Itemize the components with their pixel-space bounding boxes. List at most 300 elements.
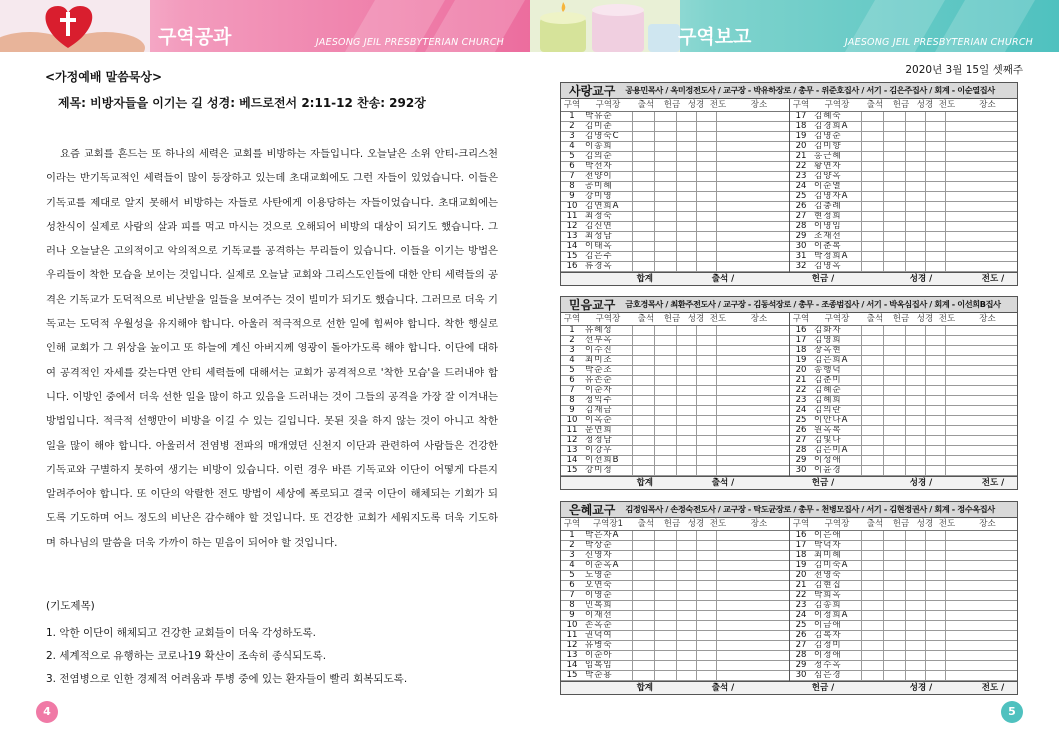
report-cell[interactable] bbox=[906, 162, 926, 171]
report-cell[interactable] bbox=[677, 242, 697, 251]
report-cell[interactable] bbox=[677, 336, 697, 345]
report-cell[interactable] bbox=[655, 346, 677, 355]
report-cell[interactable] bbox=[677, 426, 697, 435]
report-cell[interactable] bbox=[677, 436, 697, 445]
report-cell[interactable] bbox=[884, 446, 906, 455]
report-cell[interactable] bbox=[926, 631, 946, 640]
report-cell[interactable] bbox=[946, 446, 1017, 455]
report-cell[interactable] bbox=[697, 551, 717, 560]
report-cell[interactable] bbox=[697, 356, 717, 365]
report-cell[interactable] bbox=[697, 641, 717, 650]
report-cell[interactable] bbox=[655, 112, 677, 121]
report-cell[interactable] bbox=[633, 581, 655, 590]
report-cell[interactable] bbox=[655, 326, 677, 335]
report-cell[interactable] bbox=[717, 386, 789, 395]
report-cell[interactable] bbox=[717, 346, 789, 355]
report-cell[interactable] bbox=[884, 132, 906, 141]
report-cell[interactable] bbox=[717, 416, 789, 425]
report-cell[interactable] bbox=[717, 456, 789, 465]
report-cell[interactable] bbox=[633, 242, 655, 251]
report-cell[interactable] bbox=[697, 671, 717, 680]
report-cell[interactable] bbox=[697, 561, 717, 570]
report-cell[interactable] bbox=[946, 601, 1017, 610]
report-cell[interactable] bbox=[677, 202, 697, 211]
report-cell[interactable] bbox=[946, 621, 1017, 630]
report-cell[interactable] bbox=[717, 406, 789, 415]
report-cell[interactable] bbox=[633, 262, 655, 271]
report-cell[interactable] bbox=[633, 162, 655, 171]
report-cell[interactable] bbox=[655, 466, 677, 475]
report-cell[interactable] bbox=[717, 396, 789, 405]
report-cell[interactable] bbox=[677, 112, 697, 121]
report-cell[interactable] bbox=[946, 611, 1017, 620]
report-cell[interactable] bbox=[862, 551, 884, 560]
report-cell[interactable] bbox=[906, 416, 926, 425]
report-cell[interactable] bbox=[862, 326, 884, 335]
report-cell[interactable] bbox=[697, 212, 717, 221]
report-cell[interactable] bbox=[655, 641, 677, 650]
report-cell[interactable] bbox=[677, 671, 697, 680]
report-cell[interactable] bbox=[884, 212, 906, 221]
report-cell[interactable] bbox=[717, 366, 789, 375]
report-cell[interactable] bbox=[906, 326, 926, 335]
report-cell[interactable] bbox=[655, 192, 677, 201]
report-cell[interactable] bbox=[946, 242, 1017, 251]
report-cell[interactable] bbox=[717, 152, 789, 161]
report-cell[interactable] bbox=[717, 192, 789, 201]
report-cell[interactable] bbox=[633, 396, 655, 405]
report-cell[interactable] bbox=[697, 346, 717, 355]
report-cell[interactable] bbox=[862, 346, 884, 355]
report-cell[interactable] bbox=[926, 416, 946, 425]
report-cell[interactable] bbox=[633, 651, 655, 660]
report-cell[interactable] bbox=[633, 631, 655, 640]
report-cell[interactable] bbox=[862, 192, 884, 201]
report-cell[interactable] bbox=[697, 222, 717, 231]
report-cell[interactable] bbox=[697, 591, 717, 600]
report-cell[interactable] bbox=[862, 262, 884, 271]
report-cell[interactable] bbox=[633, 661, 655, 670]
report-cell[interactable] bbox=[906, 262, 926, 271]
report-cell[interactable] bbox=[906, 551, 926, 560]
report-cell[interactable] bbox=[633, 561, 655, 570]
report-cell[interactable] bbox=[926, 611, 946, 620]
report-cell[interactable] bbox=[633, 426, 655, 435]
report-cell[interactable] bbox=[717, 202, 789, 211]
report-cell[interactable] bbox=[677, 456, 697, 465]
report-cell[interactable] bbox=[946, 531, 1017, 540]
report-cell[interactable] bbox=[884, 426, 906, 435]
report-cell[interactable] bbox=[717, 601, 789, 610]
report-cell[interactable] bbox=[717, 436, 789, 445]
report-cell[interactable] bbox=[677, 611, 697, 620]
report-cell[interactable] bbox=[697, 531, 717, 540]
report-cell[interactable] bbox=[906, 396, 926, 405]
report-cell[interactable] bbox=[655, 376, 677, 385]
report-cell[interactable] bbox=[926, 222, 946, 231]
report-cell[interactable] bbox=[677, 581, 697, 590]
report-cell[interactable] bbox=[677, 346, 697, 355]
report-cell[interactable] bbox=[655, 366, 677, 375]
report-cell[interactable] bbox=[633, 192, 655, 201]
report-cell[interactable] bbox=[677, 376, 697, 385]
report-cell[interactable] bbox=[946, 386, 1017, 395]
report-cell[interactable] bbox=[697, 541, 717, 550]
report-cell[interactable] bbox=[946, 581, 1017, 590]
report-cell[interactable] bbox=[633, 436, 655, 445]
report-cell[interactable] bbox=[884, 112, 906, 121]
report-cell[interactable] bbox=[717, 326, 789, 335]
report-cell[interactable] bbox=[946, 671, 1017, 680]
report-cell[interactable] bbox=[884, 661, 906, 670]
report-cell[interactable] bbox=[926, 551, 946, 560]
report-cell[interactable] bbox=[655, 132, 677, 141]
report-cell[interactable] bbox=[633, 112, 655, 121]
report-cell[interactable] bbox=[906, 661, 926, 670]
report-cell[interactable] bbox=[906, 631, 926, 640]
report-cell[interactable] bbox=[862, 182, 884, 191]
report-cell[interactable] bbox=[946, 172, 1017, 181]
report-cell[interactable] bbox=[884, 366, 906, 375]
report-cell[interactable] bbox=[862, 386, 884, 395]
report-cell[interactable] bbox=[906, 242, 926, 251]
report-cell[interactable] bbox=[677, 591, 697, 600]
report-cell[interactable] bbox=[926, 581, 946, 590]
report-cell[interactable] bbox=[946, 152, 1017, 161]
report-cell[interactable] bbox=[677, 641, 697, 650]
report-cell[interactable] bbox=[677, 561, 697, 570]
report-cell[interactable] bbox=[906, 366, 926, 375]
report-cell[interactable] bbox=[862, 396, 884, 405]
report-cell[interactable] bbox=[926, 346, 946, 355]
report-cell[interactable] bbox=[862, 222, 884, 231]
report-cell[interactable] bbox=[697, 366, 717, 375]
report-cell[interactable] bbox=[677, 162, 697, 171]
report-cell[interactable] bbox=[717, 561, 789, 570]
report-cell[interactable] bbox=[926, 406, 946, 415]
report-cell[interactable] bbox=[717, 541, 789, 550]
report-cell[interactable] bbox=[884, 581, 906, 590]
report-cell[interactable] bbox=[862, 541, 884, 550]
report-cell[interactable] bbox=[884, 182, 906, 191]
report-cell[interactable] bbox=[884, 641, 906, 650]
report-cell[interactable] bbox=[906, 406, 926, 415]
report-cell[interactable] bbox=[633, 202, 655, 211]
report-cell[interactable] bbox=[926, 601, 946, 610]
report-cell[interactable] bbox=[697, 571, 717, 580]
report-cell[interactable] bbox=[884, 356, 906, 365]
report-cell[interactable] bbox=[697, 326, 717, 335]
report-cell[interactable] bbox=[717, 242, 789, 251]
report-cell[interactable] bbox=[884, 561, 906, 570]
report-cell[interactable] bbox=[906, 152, 926, 161]
report-cell[interactable] bbox=[677, 531, 697, 540]
report-cell[interactable] bbox=[677, 601, 697, 610]
report-cell[interactable] bbox=[633, 366, 655, 375]
report-cell[interactable] bbox=[862, 436, 884, 445]
report-cell[interactable] bbox=[884, 531, 906, 540]
report-cell[interactable] bbox=[633, 122, 655, 131]
report-cell[interactable] bbox=[862, 202, 884, 211]
report-cell[interactable] bbox=[677, 326, 697, 335]
report-cell[interactable] bbox=[946, 406, 1017, 415]
report-cell[interactable] bbox=[697, 386, 717, 395]
report-cell[interactable] bbox=[926, 142, 946, 151]
report-cell[interactable] bbox=[697, 651, 717, 660]
report-cell[interactable] bbox=[655, 581, 677, 590]
report-cell[interactable] bbox=[655, 426, 677, 435]
report-cell[interactable] bbox=[884, 551, 906, 560]
report-cell[interactable] bbox=[906, 386, 926, 395]
report-cell[interactable] bbox=[717, 571, 789, 580]
report-cell[interactable] bbox=[884, 222, 906, 231]
report-cell[interactable] bbox=[717, 446, 789, 455]
report-cell[interactable] bbox=[862, 122, 884, 131]
report-cell[interactable] bbox=[884, 172, 906, 181]
report-cell[interactable] bbox=[633, 222, 655, 231]
report-cell[interactable] bbox=[926, 446, 946, 455]
report-cell[interactable] bbox=[906, 456, 926, 465]
report-cell[interactable] bbox=[655, 541, 677, 550]
report-cell[interactable] bbox=[717, 621, 789, 630]
report-cell[interactable] bbox=[655, 621, 677, 630]
report-cell[interactable] bbox=[655, 396, 677, 405]
report-cell[interactable] bbox=[884, 252, 906, 261]
report-cell[interactable] bbox=[655, 661, 677, 670]
report-cell[interactable] bbox=[677, 222, 697, 231]
report-cell[interactable] bbox=[862, 336, 884, 345]
report-cell[interactable] bbox=[655, 436, 677, 445]
report-cell[interactable] bbox=[697, 142, 717, 151]
report-cell[interactable] bbox=[946, 112, 1017, 121]
report-cell[interactable] bbox=[946, 202, 1017, 211]
report-cell[interactable] bbox=[655, 162, 677, 171]
report-cell[interactable] bbox=[906, 182, 926, 191]
report-cell[interactable] bbox=[717, 356, 789, 365]
report-cell[interactable] bbox=[655, 152, 677, 161]
report-cell[interactable] bbox=[906, 376, 926, 385]
report-cell[interactable] bbox=[906, 222, 926, 231]
report-cell[interactable] bbox=[946, 346, 1017, 355]
report-cell[interactable] bbox=[677, 386, 697, 395]
report-cell[interactable] bbox=[717, 591, 789, 600]
report-cell[interactable] bbox=[655, 551, 677, 560]
report-cell[interactable] bbox=[946, 132, 1017, 141]
report-cell[interactable] bbox=[655, 561, 677, 570]
report-cell[interactable] bbox=[633, 591, 655, 600]
report-cell[interactable] bbox=[946, 641, 1017, 650]
report-cell[interactable] bbox=[717, 212, 789, 221]
report-cell[interactable] bbox=[906, 132, 926, 141]
report-cell[interactable] bbox=[862, 456, 884, 465]
report-cell[interactable] bbox=[862, 252, 884, 261]
report-cell[interactable] bbox=[677, 172, 697, 181]
report-cell[interactable] bbox=[946, 336, 1017, 345]
report-cell[interactable] bbox=[862, 571, 884, 580]
report-cell[interactable] bbox=[906, 641, 926, 650]
report-cell[interactable] bbox=[655, 242, 677, 251]
report-cell[interactable] bbox=[655, 631, 677, 640]
report-cell[interactable] bbox=[633, 386, 655, 395]
report-cell[interactable] bbox=[884, 631, 906, 640]
report-cell[interactable] bbox=[697, 406, 717, 415]
report-cell[interactable] bbox=[677, 212, 697, 221]
report-cell[interactable] bbox=[697, 611, 717, 620]
report-cell[interactable] bbox=[884, 202, 906, 211]
report-cell[interactable] bbox=[697, 376, 717, 385]
report-cell[interactable] bbox=[677, 651, 697, 660]
report-cell[interactable] bbox=[906, 541, 926, 550]
report-cell[interactable] bbox=[677, 132, 697, 141]
report-cell[interactable] bbox=[862, 142, 884, 151]
report-cell[interactable] bbox=[633, 172, 655, 181]
report-cell[interactable] bbox=[926, 262, 946, 271]
report-cell[interactable] bbox=[862, 356, 884, 365]
report-cell[interactable] bbox=[906, 446, 926, 455]
report-cell[interactable] bbox=[677, 262, 697, 271]
report-cell[interactable] bbox=[717, 661, 789, 670]
report-cell[interactable] bbox=[946, 122, 1017, 131]
report-cell[interactable] bbox=[717, 376, 789, 385]
report-cell[interactable] bbox=[884, 162, 906, 171]
report-cell[interactable] bbox=[906, 581, 926, 590]
report-cell[interactable] bbox=[926, 112, 946, 121]
report-cell[interactable] bbox=[862, 212, 884, 221]
report-cell[interactable] bbox=[926, 242, 946, 251]
report-cell[interactable] bbox=[717, 182, 789, 191]
report-cell[interactable] bbox=[946, 252, 1017, 261]
report-cell[interactable] bbox=[677, 122, 697, 131]
report-cell[interactable] bbox=[884, 242, 906, 251]
report-cell[interactable] bbox=[884, 591, 906, 600]
report-cell[interactable] bbox=[655, 456, 677, 465]
report-cell[interactable] bbox=[862, 631, 884, 640]
report-cell[interactable] bbox=[862, 611, 884, 620]
report-cell[interactable] bbox=[946, 142, 1017, 151]
report-cell[interactable] bbox=[946, 162, 1017, 171]
report-cell[interactable] bbox=[633, 182, 655, 191]
report-cell[interactable] bbox=[884, 376, 906, 385]
report-cell[interactable] bbox=[655, 406, 677, 415]
report-cell[interactable] bbox=[946, 651, 1017, 660]
report-cell[interactable] bbox=[946, 456, 1017, 465]
report-cell[interactable] bbox=[655, 386, 677, 395]
report-cell[interactable] bbox=[906, 172, 926, 181]
report-cell[interactable] bbox=[862, 591, 884, 600]
report-cell[interactable] bbox=[633, 456, 655, 465]
report-cell[interactable] bbox=[946, 366, 1017, 375]
report-cell[interactable] bbox=[926, 541, 946, 550]
report-cell[interactable] bbox=[677, 366, 697, 375]
report-cell[interactable] bbox=[946, 222, 1017, 231]
report-cell[interactable] bbox=[884, 416, 906, 425]
report-cell[interactable] bbox=[926, 591, 946, 600]
report-cell[interactable] bbox=[677, 416, 697, 425]
report-cell[interactable] bbox=[906, 561, 926, 570]
report-cell[interactable] bbox=[697, 232, 717, 241]
report-cell[interactable] bbox=[633, 406, 655, 415]
report-cell[interactable] bbox=[697, 601, 717, 610]
report-cell[interactable] bbox=[655, 651, 677, 660]
report-cell[interactable] bbox=[884, 386, 906, 395]
report-cell[interactable] bbox=[884, 396, 906, 405]
report-cell[interactable] bbox=[862, 671, 884, 680]
report-cell[interactable] bbox=[906, 252, 926, 261]
report-cell[interactable] bbox=[717, 336, 789, 345]
report-cell[interactable] bbox=[946, 396, 1017, 405]
report-cell[interactable] bbox=[946, 591, 1017, 600]
report-cell[interactable] bbox=[677, 571, 697, 580]
report-cell[interactable] bbox=[717, 641, 789, 650]
report-cell[interactable] bbox=[655, 671, 677, 680]
report-cell[interactable] bbox=[926, 396, 946, 405]
report-cell[interactable] bbox=[862, 581, 884, 590]
report-cell[interactable] bbox=[633, 671, 655, 680]
report-cell[interactable] bbox=[884, 262, 906, 271]
report-cell[interactable] bbox=[906, 571, 926, 580]
report-cell[interactable] bbox=[926, 212, 946, 221]
report-cell[interactable] bbox=[926, 192, 946, 201]
report-cell[interactable] bbox=[906, 192, 926, 201]
report-cell[interactable] bbox=[926, 661, 946, 670]
report-cell[interactable] bbox=[906, 212, 926, 221]
report-cell[interactable] bbox=[884, 232, 906, 241]
report-cell[interactable] bbox=[655, 182, 677, 191]
report-cell[interactable] bbox=[677, 232, 697, 241]
report-cell[interactable] bbox=[697, 262, 717, 271]
report-cell[interactable] bbox=[633, 621, 655, 630]
report-cell[interactable] bbox=[884, 406, 906, 415]
report-cell[interactable] bbox=[697, 112, 717, 121]
report-cell[interactable] bbox=[926, 671, 946, 680]
report-cell[interactable] bbox=[697, 416, 717, 425]
report-cell[interactable] bbox=[946, 416, 1017, 425]
report-cell[interactable] bbox=[946, 326, 1017, 335]
report-cell[interactable] bbox=[717, 132, 789, 141]
report-cell[interactable] bbox=[946, 551, 1017, 560]
report-cell[interactable] bbox=[717, 426, 789, 435]
report-cell[interactable] bbox=[884, 326, 906, 335]
report-cell[interactable] bbox=[884, 346, 906, 355]
report-cell[interactable] bbox=[717, 651, 789, 660]
report-cell[interactable] bbox=[884, 601, 906, 610]
report-cell[interactable] bbox=[633, 252, 655, 261]
report-cell[interactable] bbox=[677, 631, 697, 640]
report-cell[interactable] bbox=[633, 551, 655, 560]
report-cell[interactable] bbox=[633, 132, 655, 141]
report-cell[interactable] bbox=[633, 446, 655, 455]
report-cell[interactable] bbox=[906, 671, 926, 680]
report-cell[interactable] bbox=[677, 252, 697, 261]
report-cell[interactable] bbox=[884, 621, 906, 630]
report-cell[interactable] bbox=[697, 661, 717, 670]
report-cell[interactable] bbox=[697, 152, 717, 161]
report-cell[interactable] bbox=[884, 466, 906, 475]
report-cell[interactable] bbox=[697, 162, 717, 171]
report-cell[interactable] bbox=[926, 366, 946, 375]
report-cell[interactable] bbox=[946, 426, 1017, 435]
report-cell[interactable] bbox=[926, 621, 946, 630]
report-cell[interactable] bbox=[677, 152, 697, 161]
report-cell[interactable] bbox=[633, 641, 655, 650]
report-cell[interactable] bbox=[655, 232, 677, 241]
report-cell[interactable] bbox=[862, 416, 884, 425]
report-cell[interactable] bbox=[655, 356, 677, 365]
report-cell[interactable] bbox=[717, 252, 789, 261]
report-cell[interactable] bbox=[926, 651, 946, 660]
report-cell[interactable] bbox=[946, 182, 1017, 191]
report-cell[interactable] bbox=[946, 466, 1017, 475]
